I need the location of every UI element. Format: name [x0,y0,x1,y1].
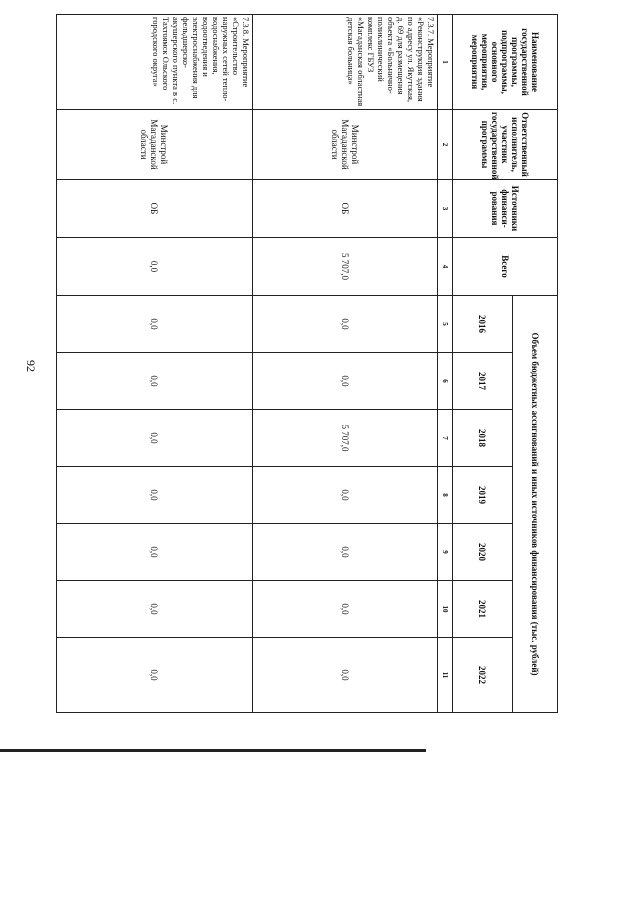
rotated-table-container [58,14,558,712]
row-value: 0,0 [57,353,253,410]
header-source: Источники финанси-рования [453,180,558,238]
row-value: 0,0 [57,410,253,467]
row-value: 0,0 [253,353,438,410]
page-number: 92 [24,360,38,372]
row-value: 0,0 [57,638,253,713]
index-cell: 8 [438,467,453,524]
index-cell: 2 [438,110,453,180]
header-year: 2021 [453,581,513,638]
index-cell: 5 [438,296,453,353]
row-value: 0,0 [57,296,253,353]
index-row [438,15,453,713]
row-value: 0,0 [57,467,253,524]
horizontal-rule [0,749,426,752]
row-value: 0,0 [253,467,438,524]
header-row-1 [513,15,558,713]
row-value: 5 707,0 [253,410,438,467]
row-value: 0,0 [57,581,253,638]
index-cell: 6 [438,353,453,410]
header-year: 2018 [453,410,513,467]
row-value: 0,0 [253,638,438,713]
row-executor: Минстрой Магаданской области [57,110,253,180]
table-row [253,15,438,713]
row-name: 7.3.7. Мероприятие «Реконструкция здания по адресу ул. Якутская, д. 69 для размещения объекта «Больнично-поликлинический комплекс ГБУЗ «Магаданская областная детская больница» [253,15,438,110]
index-cell: 1 [438,15,453,110]
header-year: 2022 [453,638,513,713]
table-row [57,15,253,713]
row-source: ОБ [253,180,438,238]
row-total: 5 707,0 [253,238,438,296]
row-value: 0,0 [253,581,438,638]
row-value: 0,0 [253,296,438,353]
index-cell: 11 [438,638,453,713]
header-funding-group: Объем бюджетных ассигнований и иных источников финансирования (тыс. рублей) [513,296,558,713]
funding-table [56,14,558,713]
row-value: 0,0 [253,524,438,581]
index-cell: 4 [438,238,453,296]
header-total: Всего [453,238,558,296]
index-cell: 7 [438,410,453,467]
header-year: 2019 [453,467,513,524]
row-executor: Минстрой Магаданской области [253,110,438,180]
index-cell: 3 [438,180,453,238]
header-year: 2016 [453,296,513,353]
row-name: 7.3.8. Мероприятие «Строительство наружных сетей тепло-водоснабжения, водоотведения и электроснабжения для фельдшерско-акушерского пункта в с. Тахтоямск Ольского городского округа» [57,15,253,110]
header-year: 2017 [453,353,513,410]
header-year: 2020 [453,524,513,581]
index-cell: 10 [438,581,453,638]
row-value: 0,0 [57,524,253,581]
index-cell: 9 [438,524,453,581]
row-source: ОБ [57,180,253,238]
header-name: Наименование государственной программы, подпрограммы, основного мероприятия, мероприятия [453,15,558,110]
row-total: 0,0 [57,238,253,296]
header-executor: Ответственный исполнитель, участник государственной программы [453,110,558,180]
